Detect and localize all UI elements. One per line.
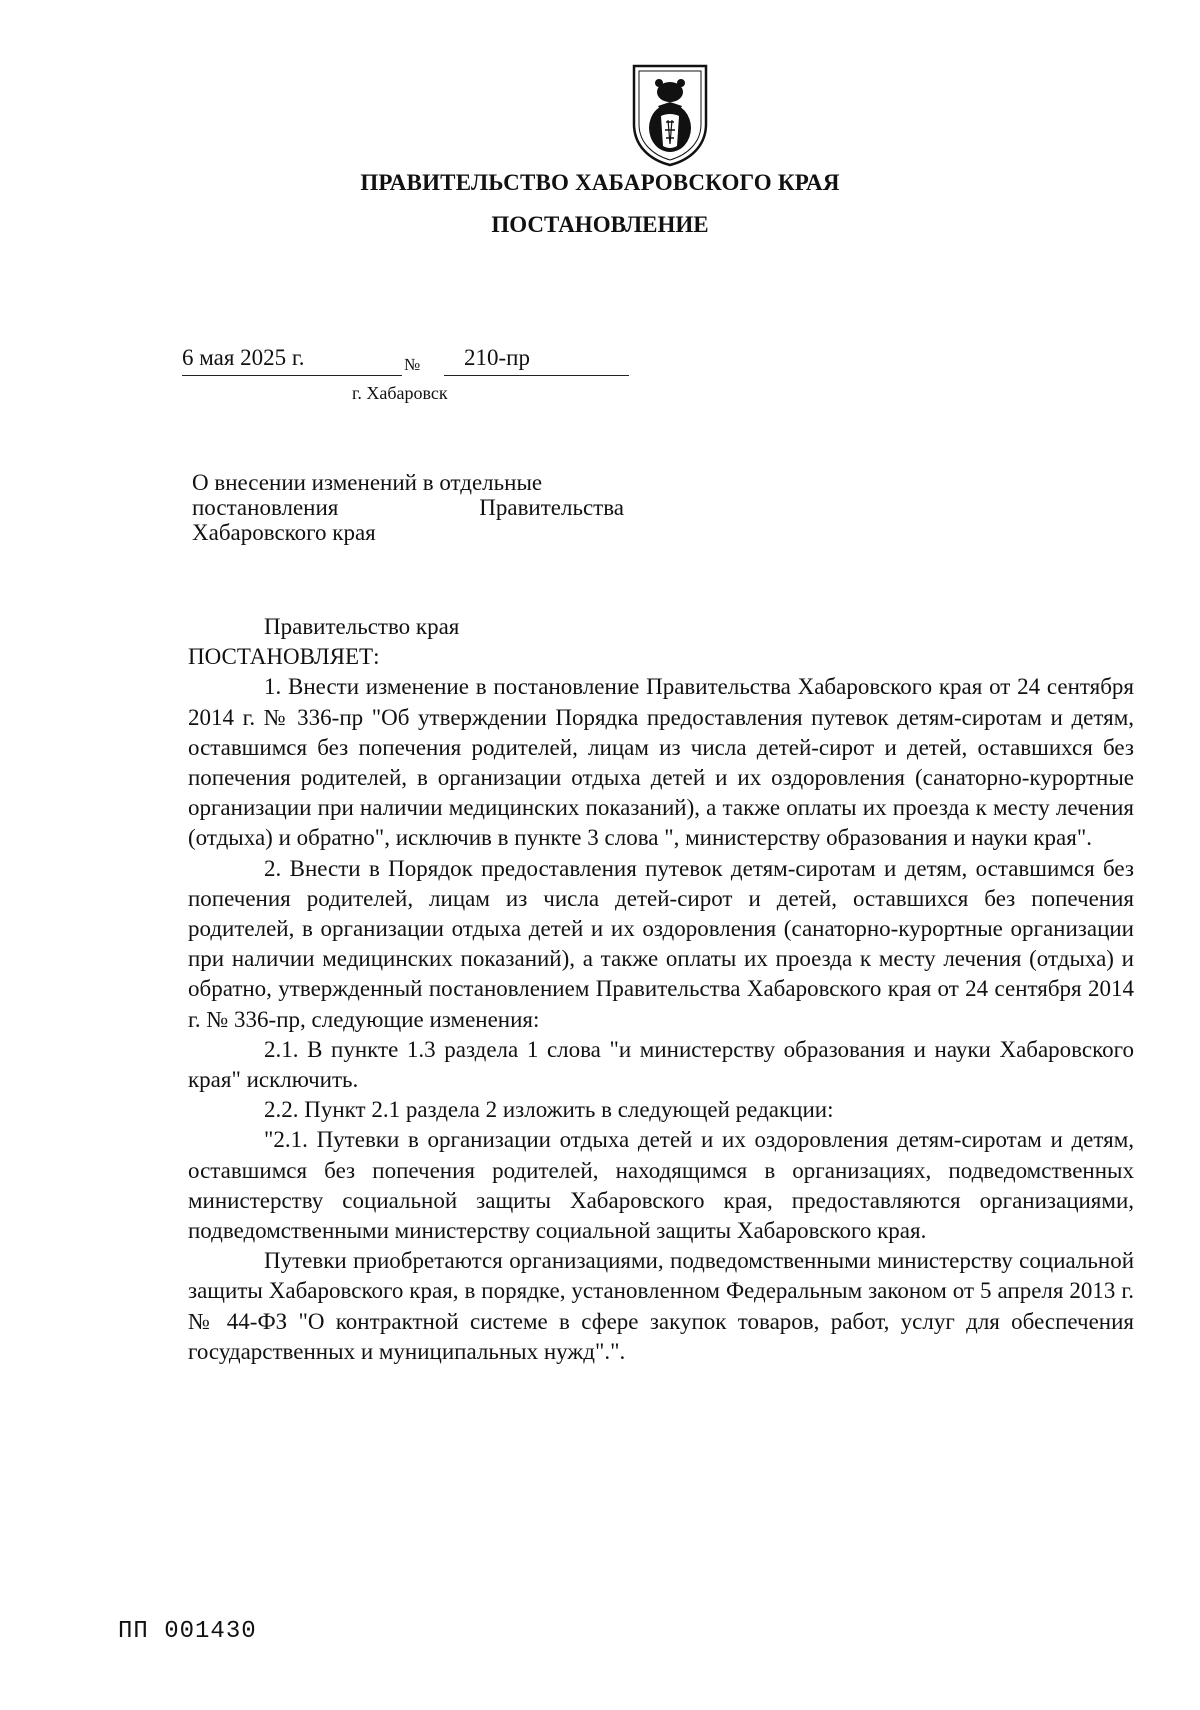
- decree-word: ПОСТАНОВЛЯЕТ:: [188, 644, 380, 670]
- number-sign: №: [404, 355, 421, 374]
- preamble: Правительство края: [264, 614, 460, 639]
- paragraph-2: 2. Внести в Порядок предоставления путевок детям-сиротам и детям, оставшимся без попечения родителей, лицам из числа детей-сирот и детей, оставшихся без попечения родителей, в организации отдыха детей и их оздоровления (санаторно-курортные организации при наличии медицинских показаний), а также оплаты их проезда к месту лечения (отдыха) и обратно, утвержденный постановлением Правительства Хабаровского края от 24 сентября 2014 г. № 336-пр, следующие изменения:: [188, 855, 1134, 1032]
- number-underline: [444, 375, 629, 376]
- government-title: ПРАВИТЕЛЬСТВО ХАБАРОВСКОГО КРАЯ: [360, 170, 840, 195]
- paragraph-quote-2-1: "2.1. Путевки в организации отдыха детей и их оздоровления детям-сиротам и детям, оставшимся без попечения родителей, находящимся в организациях, подведомственных министерству социальной защиты Хабаровского края, предоставляются организациями, подведомственными министерству социальной защиты Хабаровского края.: [188, 1127, 1134, 1244]
- document-number: 210-пр: [464, 345, 530, 370]
- document-type: ПОСТАНОВЛЕНИЕ: [491, 212, 709, 237]
- paragraph-2-2: 2.2. Пункт 2.1 раздела 2 изложить в следующей редакции:: [264, 1097, 834, 1123]
- document-body: [188, 612, 1134, 1367]
- paragraph-1: 1. Внести изменение в постановление Правительства Хабаровского края от 24 сентября 2014 г. № 336-пр "Об утверждении Порядка предоставления путевок детям-сиротам и детям, оставшимся без попечения родителей, лицам из числа детей-сирот и детей, оставшихся без попечения родителей, в организации отдыха детей и их оздоровления (санаторно-курортные организации при наличии медицинских показаний), а также оплаты их проезда к месту лечения (отдыха) и обратно", исключив в пункте 3 слова ", министерству образования и науки края".: [188, 674, 1134, 851]
- paragraph-purchase: Путевки приобретаются организациями, подведомственными министерству социальной защиты Хабаровского края, в порядке, установленном Федеральным законом от 5 апреля 2013 г. № 44-ФЗ "О контрактной системе в сфере закупок товаров, работ, услуг для обеспечения государственных и муниципальных нужд".".: [188, 1248, 1134, 1364]
- form-serial-code: ПП 001430: [118, 1618, 257, 1645]
- date-underline: [182, 375, 402, 376]
- document-date: 6 мая 2025 г.: [182, 345, 305, 370]
- city: г. Хабаровск: [352, 383, 448, 403]
- document-subject: [192, 470, 624, 545]
- subject-line-3: Хабаровского края: [192, 520, 376, 545]
- subject-line-2: постановления Правительства: [192, 495, 624, 520]
- paragraph-2-1: 2.1. В пункте 1.3 раздела 1 слова "и министерству образования и науки Хабаровского края" исключить.: [188, 1036, 1134, 1093]
- date-number-line: [182, 345, 632, 385]
- subject-line-1: О внесении изменений в отдельные: [192, 470, 543, 495]
- coat-of-arms-icon: [628, 62, 712, 168]
